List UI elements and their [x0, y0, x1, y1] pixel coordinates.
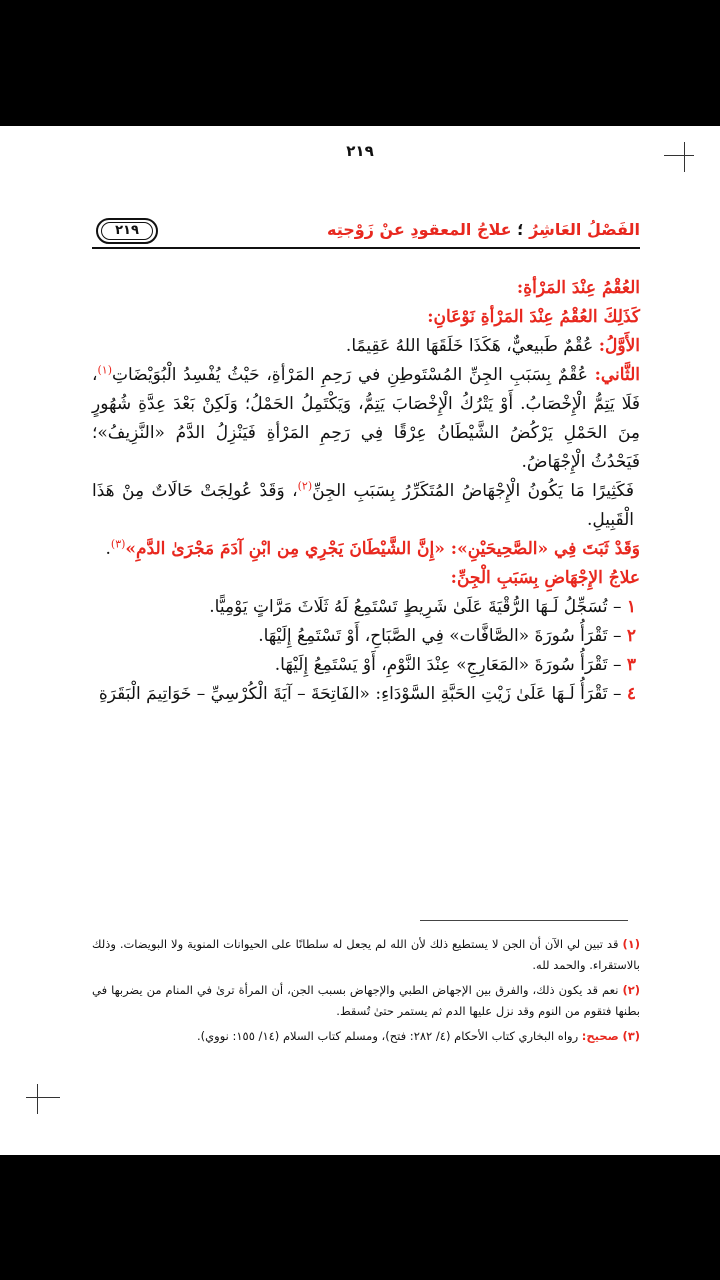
list-number: ١ [626, 597, 636, 617]
second-label: الثَّاني: [594, 365, 640, 385]
footnote-text: قد تبين لي الآن أن الجن لا يستطيع ذلك لأن الله لم يجعل له سلطانًا على الحيوانات المنوية ولا البويضات. وذلك بالاستقراء. والحمد لله. [92, 937, 640, 972]
footnote [92, 934, 640, 976]
footnote-ref-2[interactable]: (٢) [297, 479, 313, 493]
first-label: الأَوَّلُ: [598, 336, 640, 356]
crop-mark-icon [664, 155, 694, 156]
list-text: – تَقْرَأُ سُورَةَ «المَعَارِجِ» عِنْدَ النَّوْمِ، أَوْ يَسْتَمِعُ إِلَيْهَا. [274, 655, 627, 675]
footnote-text: رواه البخاري كتاب الأحكام (٤/ ٢٨٢: فتح)، ومسلم كتاب السلام (١٤/ ١٥٥: نووي). [197, 1029, 582, 1043]
footnote-divider [420, 920, 628, 921]
page-number-badge: ٢١٩ [96, 218, 158, 244]
footnote-text: نعم قد يكون ذلك، والفرق بين الإجهاض الطبي والإجهاض بسبب الجن، أن المرأة ترىٰ في المنام من يضربها في بطنها فتقوم من النوم وقد نزل عليها الدم ثم يستمر حتىٰ تُسقط. [92, 983, 640, 1018]
page-body [92, 274, 640, 709]
hadith-text: «إِنَّ الشَّيْطَانَ يَجْرِي مِن ابْنِ آدَمَ مَجْرَىٰ الدَّمِ» [125, 539, 445, 559]
hadith-end: . [105, 539, 111, 559]
footnote-number: (١) [622, 937, 640, 951]
second-text-continued: ، فَلَا يَتِمُّ الْإِخْصَابُ. أَوْ يَتْرُكُ الْإِخْصَابَ يَتِمُّ، وَيَكْتَمِلُ الحَمْلُ؛ وَلَكِنْ بَعْدَ عِدَّةِ شُهُورٍ مِنَ الحَمْلِ يَرْكُضُ الشَّيْطَانُ عِرْقًا فِي رَحِمِ المَرْأةِ فَيَنْزِلُ الدَّمُ «النَّزِيفُ»؛ فَيَحْدُثُ الْإِجْهَاضُ. [92, 365, 640, 472]
footnote-ref-3[interactable]: (٣) [110, 537, 126, 551]
treatment-heading: علاجُ الإِجْهَاضِ بِسَبَبِ الْجِنِّ: [450, 568, 640, 588]
list-text: – تُسَجِّلُ لَـهَا الرُّقْيَةَ عَلَىٰ شَرِيطٍ تَسْتَمِعُ لَهُ ثَلَاثَ مَرَّاتٍ يَوْمِيًّا. [209, 597, 627, 617]
paragraph-first-type [92, 332, 640, 361]
paragraph-second-type [92, 361, 640, 477]
footnote-ref-1[interactable]: (١) [97, 363, 113, 377]
list-number: ٢ [626, 626, 636, 646]
header-divider [92, 247, 640, 249]
paragraph-hadith [92, 535, 640, 564]
para2-text: فَكَثِيرًا مَا يَكُونُ الْإِجْهَاضُ المُتَكَرِّرُ بِسَبَبِ الجِنِّ [312, 481, 634, 501]
book-page[interactable] [0, 126, 720, 1155]
running-header [92, 216, 640, 256]
list-text: – تَقْرَأُ سُورَةَ «الصَّافَّات» فِي الصَّبَاحِ، أَوْ تَسْتَمِعُ إِلَيْهَا. [258, 626, 627, 646]
list-text: – تَقْرَأُ لَـهَا عَلَىٰ زَيْتِ الحَبَّةِ السَّوْدَاءِ: «الفَاتِحَةَ – آيَةَ الْكُرْسِيِّ – خَوَاتِيمَ الْبَقَرَةِ [98, 684, 627, 704]
subsection-heading: كَذَلِكَ العُقْمُ عِنْدَ المَرْأةِ نَوْعَانِ: [427, 307, 640, 327]
list-item [92, 622, 640, 651]
crop-mark-icon [684, 142, 685, 172]
second-text: عُقْمٌ بِسَبَبِ الجِنِّ المُسْتَوطِنِ في رَحِمِ المَرْأةِ، حَيْثُ يُفْسِدُ الْبُوَيْضَاتِ [112, 365, 595, 385]
page-number-top: ٢١٩ [346, 142, 374, 160]
footnote [92, 1026, 640, 1047]
para2-text-continued: ، وَقَدْ عُولِجَتْ حَالَاتٌ مِنْ هَذَا الْقَبِيلِ. [92, 481, 634, 530]
list-number: ٤ [626, 684, 636, 704]
chapter-label: الفَصْلُ العَاشِرُ [529, 220, 640, 239]
first-text: عُقْمٌ طَبيعيٌّ، هَكَذَا خَلَقَهَا اللهُ عَقِيمًا. [345, 336, 599, 356]
top-black-bar [0, 0, 720, 126]
crop-mark-icon [26, 1097, 60, 1098]
list-number: ٣ [626, 655, 636, 675]
hadith-intro: وَقَدْ ثَبَتَ فِي «الصَّحِيحَيْنِ»: [444, 539, 640, 559]
list-item [92, 680, 640, 709]
footnote [92, 980, 640, 1022]
list-item [92, 593, 640, 622]
footnote-number: (٢) [622, 983, 640, 997]
section-heading: العُقْمُ عِنْدَ المَرْأةِ: [516, 278, 640, 298]
list-item [92, 651, 640, 680]
crop-mark-icon [37, 1084, 38, 1114]
footnote-number: (٣) [622, 1029, 640, 1043]
chapter-title [327, 220, 640, 239]
paragraph-miscarriage [92, 477, 640, 535]
chapter-separator: ؛ [517, 220, 524, 239]
bottom-black-bar [0, 1155, 720, 1280]
footnote-label: صحيح: [581, 1029, 619, 1043]
footnotes [92, 934, 640, 1051]
chapter-name: علاجُ المعقودِ عنْ زَوْجتِه [327, 220, 512, 239]
